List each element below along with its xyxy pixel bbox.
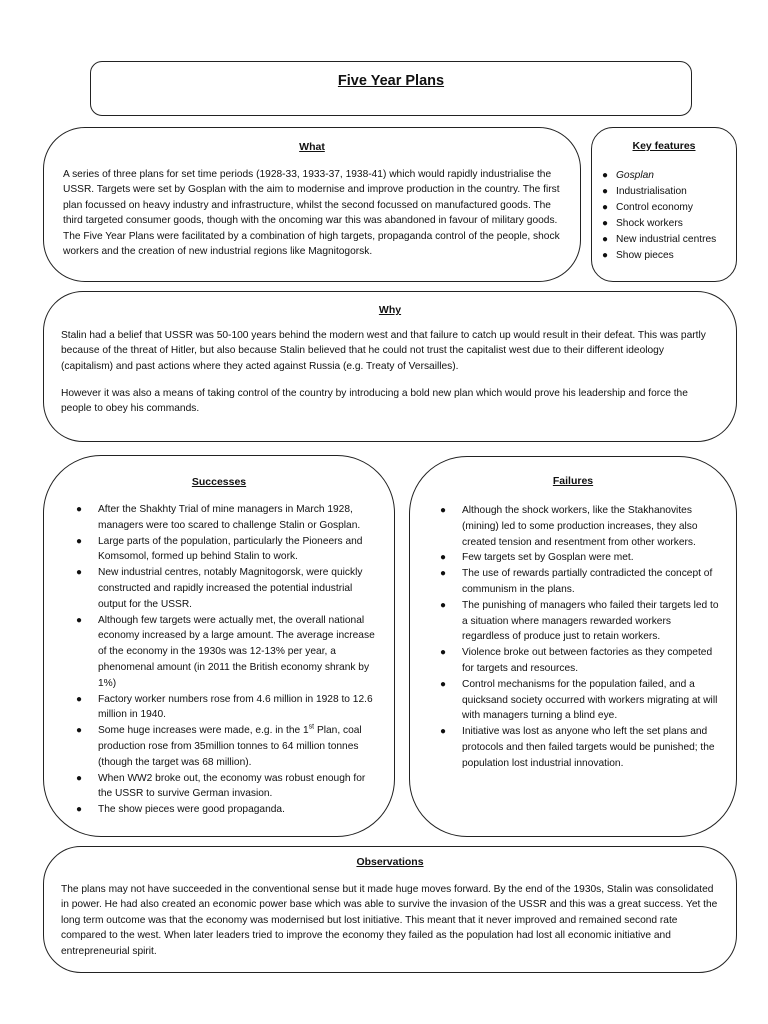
success-text: Factory worker numbers rose from 4.6 million in 1928 to 12.6 million in 1940. <box>98 693 373 721</box>
successes-heading: Successes <box>191 476 247 488</box>
success-item <box>76 802 380 818</box>
failure-item <box>440 645 720 677</box>
key-feature-item <box>602 248 728 264</box>
success-text: After the Shakhty Trial of mine managers in March 1928, managers were too scared to challenge Stalin or Gosplan. <box>98 504 361 531</box>
success-item <box>76 692 380 724</box>
failure-text: Although the shock workers, like the Stakhanovites (mining) led to some production increases, they also created tension and resentment from other workers. <box>462 505 698 548</box>
success-text: Some huge increases were made, e.g. in the 1st Plan, coal production rose from 35million tonnes to 64 million tonnes (though the target was 68 million). <box>98 723 362 768</box>
bullet-icon: ● <box>602 217 609 229</box>
bullet-icon: ● <box>602 233 609 245</box>
key-feature-label: Shock workers <box>616 217 683 229</box>
failure-text: Few targets set by Gosplan were met. <box>462 552 634 564</box>
key-feature-label: Gosplan <box>616 170 654 181</box>
key-feature-item <box>602 232 728 248</box>
bullet-icon: ● <box>440 568 447 580</box>
failure-text: The punishing of managers who failed their targets led to a situation where managers rewarded workers regardless of produce just to retain workers. <box>462 599 719 643</box>
bullet-icon: ● <box>440 726 447 738</box>
observations-box <box>43 846 737 973</box>
failure-text: The use of rewards partially contradicted the concept of communism in the plans. <box>462 568 713 595</box>
success-item <box>76 613 380 692</box>
bullet-icon: ● <box>76 804 83 816</box>
key-feature-item <box>602 184 728 200</box>
why-heading: Why <box>378 304 402 316</box>
bullet-icon: ● <box>602 170 609 181</box>
key-feature-item <box>602 200 728 216</box>
key-feature-item <box>602 216 728 232</box>
observations-heading: Observations <box>356 856 424 868</box>
key-feature-item <box>602 168 728 184</box>
failure-item <box>440 503 720 550</box>
bullet-icon: ● <box>440 505 447 516</box>
bullet-icon: ● <box>76 567 83 579</box>
success-item <box>76 502 380 534</box>
key-features-box <box>591 127 737 282</box>
failure-text: Initiative was lost as anyone who left the set plans and protocols and then failed targets would be punished; the population lost industrial innovation. <box>462 726 715 769</box>
success-item <box>76 771 380 803</box>
key-feature-label: Control economy <box>616 201 694 213</box>
failure-item <box>440 550 720 566</box>
what-text: A series of three plans for set time periods (1928-33, 1933-37, 1938-41) which would rapidly industrialise the USSR. Targets were set by Gosplan with the aim to modernise and improve production in the country. The first plan focussed on heavy industry and infrastructure, whilst the second focussed on manufactured goods. The third targeted consumer goods, though with the oncoming war this was abandoned in favour of military goods. The Five Year Plans were facilitated by a combination of high targets, propaganda control of the people, shock workers and the creation of new industrial regions like Magnitogorsk. <box>63 169 560 258</box>
key-feature-label: New industrial centres <box>616 233 717 245</box>
failures-box <box>409 456 737 837</box>
success-text: The show pieces were good propaganda. <box>98 804 285 816</box>
bullet-icon: ● <box>602 249 609 261</box>
key-features-list <box>602 168 728 263</box>
bullet-icon: ● <box>76 772 83 784</box>
why-box <box>43 291 737 442</box>
failure-item <box>440 598 720 645</box>
key-feature-label: Show pieces <box>616 249 674 261</box>
bullet-icon: ● <box>76 614 83 626</box>
what-box <box>43 127 581 282</box>
title-box <box>90 61 692 116</box>
why-paragraph: Stalin had a belief that USSR was 50-100 years behind the modern west and that failure to catch up would result in their defeat. This was partly because of the threat of Hitler, but also because Stalin believed that he could not trust the capitalist west due to their different ideology (capitalism) and past actions where they acted against Russia (e.g. Treaty of Versailles). <box>61 330 706 372</box>
success-text: Although few targets were actually met, the overall national economy increased by a large amount. The average increase of the economy in the 1930s was 12-13% per year, a phenomenal amount (in 2011 the British economy shrank by 1%) <box>98 614 375 689</box>
bullet-icon: ● <box>76 535 83 547</box>
key-feature-label: Industrialisation <box>616 185 687 197</box>
successes-box <box>43 455 395 837</box>
failures-list <box>440 503 720 772</box>
key-features-heading: Key features <box>632 140 696 152</box>
failures-heading: Failures <box>552 475 594 487</box>
why-paragraph: However it was also a means of taking control of the country by introducing a bold new plan which would prove his leadership and force the people to obey his commands. <box>61 388 688 415</box>
failure-text: Control mechanisms for the population failed, and a quicksand society occurred with workers migrating at will with managers turning a blind eye. <box>462 678 718 722</box>
failure-text: Violence broke out between factories as they competed for targets and resources. <box>462 647 713 674</box>
success-text: Large parts of the population, particularly the Pioneers and Komsomol, formed up behind Stalin to work. <box>98 535 363 563</box>
bullet-icon: ● <box>440 647 447 659</box>
bullet-icon: ● <box>76 504 83 515</box>
bullet-icon: ● <box>602 185 609 197</box>
success-text: New industrial centres, notably Magnitogorsk, were quickly constructed and rapidly increased the potential industrial output for the USSR. <box>98 567 363 610</box>
success-text: When WW2 broke out, the economy was robust enough for the USSR to survive German invasion. <box>98 772 366 800</box>
observations-text: The plans may not have succeeded in the conventional sense but it made huge moves forward. By the end of the 1930s, Stalin was consolidated in power. He had also created an economic power base which was able to survive the invasion of the USSR and this was a great success. Yet the long term outcome was that the economy was modernised but lost initiative. This meant that it never improved and remained second rate compared to the west. When later leaders tried to improve the economy they failed as the population had lost all economic initiative and entrepreneurial spirit. <box>61 884 718 957</box>
success-item <box>76 534 380 566</box>
bullet-icon: ● <box>602 201 609 213</box>
success-item <box>76 723 380 770</box>
bullet-icon: ● <box>440 678 447 690</box>
page-title: Five Year Plans <box>337 73 445 89</box>
successes-list <box>76 502 380 818</box>
what-heading: What <box>299 141 325 153</box>
failure-item <box>440 566 720 598</box>
bullet-icon: ● <box>440 552 447 564</box>
bullet-icon: ● <box>440 599 447 611</box>
bullet-icon: ● <box>76 693 83 705</box>
bullet-icon: ● <box>76 725 83 737</box>
success-item <box>76 565 380 612</box>
failure-item <box>440 677 720 724</box>
failure-item <box>440 724 720 771</box>
